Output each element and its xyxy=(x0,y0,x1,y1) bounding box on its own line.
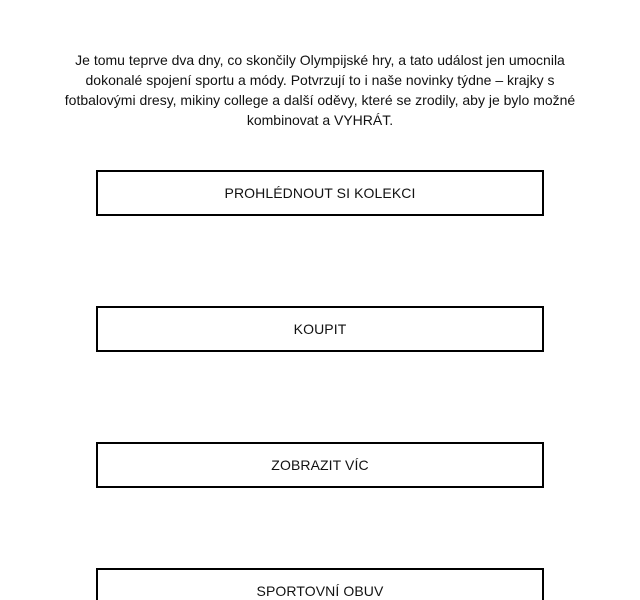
browse-collection-button[interactable]: PROHLÉDNOUT SI KOLEKCI xyxy=(96,170,544,216)
sport-shoes-button[interactable]: SPORTOVNÍ OBUV xyxy=(96,568,544,600)
show-more-button[interactable]: ZOBRAZIT VÍC xyxy=(96,442,544,488)
intro-paragraph: Je tomu teprve dva dny, co skončily Olympijské hry, a tato událost jen umocnila dokonalé spojení sportu a módy. Potvrzují to i naše novinky týdne – krajky s fotbalovými dresy, mikiny college a další oděvy, které se zrodily, aby je bylo možné kombinovat a VYHRÁT. xyxy=(64,52,576,128)
buy-button[interactable]: KOUPIT xyxy=(96,306,544,352)
